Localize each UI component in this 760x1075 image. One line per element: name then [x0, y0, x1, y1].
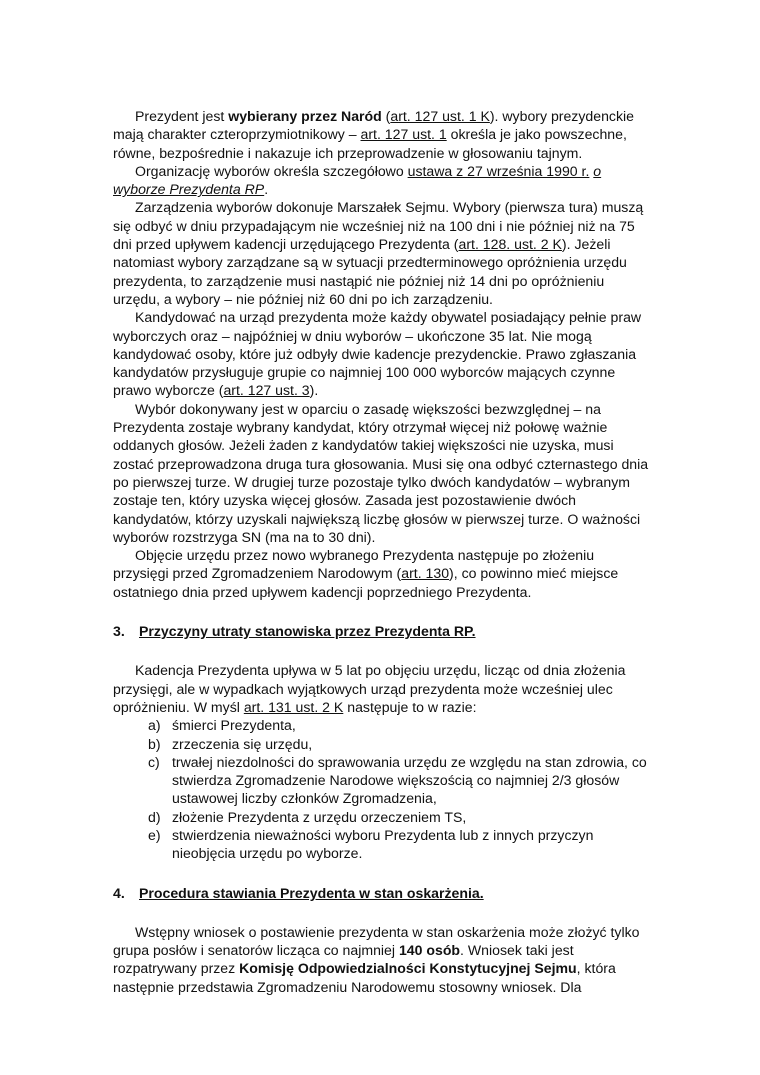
- text: .: [264, 181, 269, 198]
- text: określa je jako powszechne, równe, bezpośrednie i nakazuje ich przeprowadzenie w głosowaniu tajnym.: [113, 126, 627, 161]
- list-item: [113, 735, 653, 753]
- list-marker: a): [148, 717, 161, 734]
- article-link[interactable]: art. 130: [401, 565, 450, 582]
- list-item-text: stwierdzenia nieważności wyboru Prezydenta lub z innych przyczyn nieobjęcia urzędu po wyborze.: [172, 826, 594, 862]
- section-heading-4: [113, 884, 653, 902]
- paragraph-majority: [113, 400, 653, 546]
- text: . Wniosek taki jest rozpatrywany przez: [113, 942, 574, 977]
- article-link[interactable]: art. 127 ust. 3: [223, 382, 310, 399]
- text: ). Jeżeli natomiast wybory zarządzane są w sytuacji przedterminowego opróżnienia urzędu prezydenta, to zarządzenie musi nastąpić nie później niż 14 dni po opróżnieniu urzędu, a wybory – nie później niż 60 dni po ich zarządzeniu.: [113, 236, 627, 307]
- statute-link[interactable]: ustawa z 27 września 1990 r.: [407, 162, 590, 179]
- list-marker: d): [148, 808, 161, 825]
- text: (: [381, 108, 391, 124]
- text: Organizację wyborów określa szczegółowo: [135, 162, 408, 179]
- section-title: Przyczyny utraty stanowiska przez Prezydenta RP.: [139, 623, 476, 640]
- article-link[interactable]: art. 127 ust. 1 K: [390, 108, 490, 124]
- article-link[interactable]: art. 128. ust. 2 K: [458, 236, 562, 253]
- article-link[interactable]: art. 127 ust. 1: [360, 126, 447, 143]
- text: Zarządzenia wyborów dokonuje Marszałek Sejmu. Wybory (pierwsza tura) muszą się odbyć w dniu przypadającym nie wcześniej niż na 100 dni i nie później niż na 75 dni przed upływem kadencji urzędującego Prezydenta (: [113, 199, 644, 253]
- text: Kandydować na urząd prezydenta może każdy obywatel posiadający pełnie praw wyborczych oraz – najpóźniej w dniu wyborów – ukończone 35 lat. Nie mogą kandydować osoby, które już odbyły dwie kadencje prezydenckie. Prawo zgłaszania kandydatów przysługuje grupie co najmniej 100 000 wyborców mających czynne prawo wyborcze (: [113, 309, 642, 399]
- list-marker: c): [148, 753, 160, 770]
- statute-title-link[interactable]: o wyborze Prezydenta RP: [113, 162, 602, 198]
- text: Wybór dokonywany jest w oparciu o zasadę większości bezwzględnej – na Prezydenta zostaje wybrany kandydat, który otrzymał więcej niż połowę ważnie oddanych głosów. Jeżeli żaden z kandydatów takiej większości nie uzyska, musi zostać przeprowadzona druga tura głosowania. Musi się ona odbyć czternastego dnia po pierwszej turze. W drugiej turze pozostaje tylko dwóch kandydatów – wybranym zostaje ten, który uzyska więcej głosów. Zasada jest pozostawienie dwóch kandydatów, którzy uzyskali największą liczbę głosów w pierwszej turze. O ważności wyborów rozstrzyga SN (ma na to 30 dni).: [113, 400, 649, 545]
- paragraph-candidates: [113, 308, 653, 399]
- list-item: [113, 826, 653, 863]
- text: ). wybory prezydenckie mają charakter czteroprzymiotnikowy –: [113, 108, 634, 143]
- paragraph-impeachment: [113, 923, 653, 996]
- list-marker: b): [148, 735, 161, 752]
- section-number: 4.: [113, 884, 125, 901]
- text: Prezydent jest: [135, 108, 229, 124]
- paragraph-election: [113, 107, 653, 162]
- paragraph-oath: [113, 546, 653, 601]
- text: następuje to w razie:: [343, 698, 477, 715]
- paragraph-term: [113, 661, 653, 716]
- bold-text: Komisję Odpowiedzialności Konstytucyjnej Sejmu: [239, 960, 577, 977]
- text: Wstępny wniosek o postawienie prezydenta w stan oskarżenia może złożyć tylko grupa posłów i senatorów licząca co najmniej: [113, 923, 640, 959]
- section-number: 3.: [113, 623, 125, 640]
- document-page: [113, 107, 653, 996]
- article-link[interactable]: art. 131 ust. 2 K: [243, 698, 344, 715]
- section-title: Procedura stawiania Prezydenta w stan oskarżenia.: [139, 884, 484, 901]
- reasons-list: [113, 716, 653, 862]
- list-item-text: zrzeczenia się urzędu,: [172, 735, 313, 752]
- bold-text: wybierany przez Naród: [228, 108, 382, 124]
- text: ).: [309, 382, 319, 399]
- paragraph-organization: [113, 162, 653, 199]
- text: ), co powinno mieć miejsce ostatniego dnia przed upływem kadencji poprzedniego Prezydenta.: [113, 565, 619, 600]
- list-item-text: złożenie Prezydenta z urzędu orzeczeniem TS,: [172, 808, 467, 825]
- list-marker: e): [148, 826, 161, 843]
- section-heading-3: [113, 622, 653, 640]
- text: Objęcie urzędu przez nowo wybranego Prezydenta następuje po złożeniu przysięgi przed Zgromadzeniem Narodowym (: [113, 547, 595, 582]
- list-item: [113, 753, 653, 808]
- list-item: [113, 808, 653, 826]
- text: , która następnie przedstawia Zgromadzeniu Narodowemu stosowny wniosek. Dla: [113, 960, 616, 995]
- bold-text: 140 osób: [398, 942, 461, 959]
- list-item-text: trwałej niezdolności do sprawowania urzędu ze względu na stan zdrowia, co stwierdza Zgromadzenie Narodowe większością co najmniej 2/3 głosów ustawowej liczby członków Zgromadzenia,: [172, 753, 647, 807]
- list-item: [113, 716, 653, 734]
- text: Kadencja Prezydenta upływa w 5 lat po objęciu urzędu, licząc od dnia złożenia przysięgi, ale w wypadkach wyjątkowych urząd prezydenta może wcześniej ulec opróżnieniu. W myśl: [113, 662, 626, 715]
- list-item-text: śmierci Prezydenta,: [172, 717, 296, 734]
- paragraph-ordering: [113, 198, 653, 308]
